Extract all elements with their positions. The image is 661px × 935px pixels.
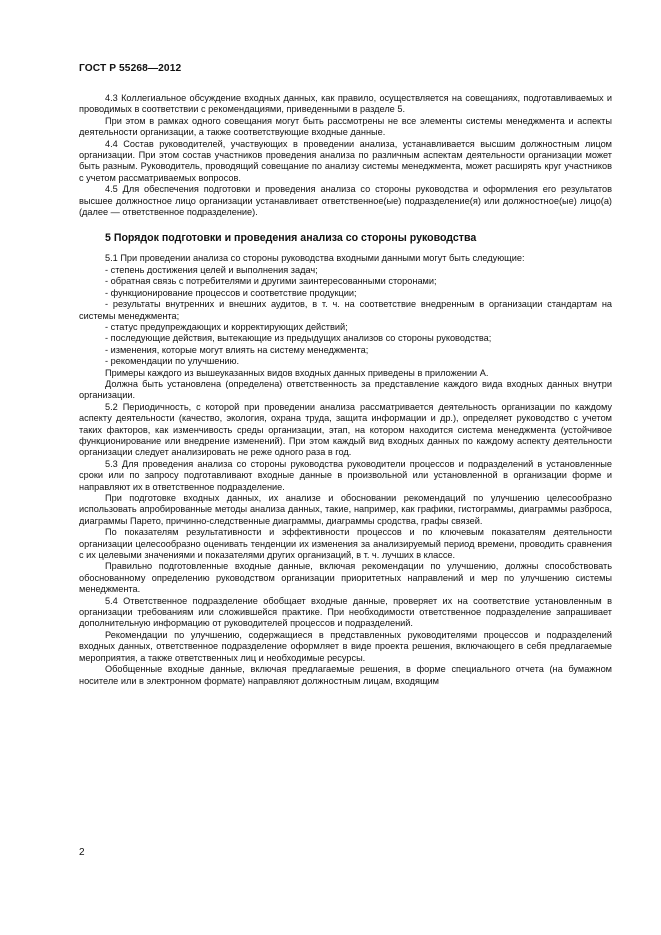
list-item: - изменения, которые могут влиять на систему менеджмента; <box>105 344 369 355</box>
paragraph-prepared-data: Правильно подготовленные входные данные, включая рекомендации по улучшению, должны способствовать обоснованному определению руководством организации приоритетных направлений и мер по улучшению системы менеджмента. <box>79 561 612 595</box>
paragraph-indicators: По показателям результативности и эффективности процессов и по ключевым показателям деятельности организации целесообразно оценивать тенденции их изменения за анализируемый период времени, проводить сравнения с их целевыми значениями и показателями других организаций, в т. ч. лучших в классе. <box>79 527 612 561</box>
section-5-title: 5 Порядок подготовки и проведения анализа со стороны руководства <box>105 232 477 245</box>
page-content <box>79 93 612 687</box>
paragraph-4-3-cont: При этом в рамках одного совещания могут быть рассмотрены не все элементы системы менеджмента и аспекты деятельности организации, а также соответствующие входные данные. <box>79 115 612 138</box>
paragraph-methods: При подготовке входных данных, их анализе и обосновании рекомендаций по улучшению целесообразно использовать апробированные методы анализа данных, такие, например, как графики, гистограммы, диаграммы разброса, диаграммы Парето, причинно-следственные диаграммы, диаграммы сродства, графы связей. <box>79 493 612 526</box>
paragraph-5-2: 5.2 Периодичность, с которой при проведении анализа рассматривается деятельность организации по каждому аспекту деятельности (качество, экология, охрана труда, защита информации и др.), определяет руководство с учетом таких факторов, как изменчивость среды организации, этап, на котором находится система менеджмента (устойчивое функционирование или внедрение изменений). При этом каждый вид входных данных по каждому аспекту деятельности организации следует анализировать не реже одного раза в год. <box>79 401 612 458</box>
paragraph-5-3: 5.3 Для проведения анализа со стороны руководства руководители процессов и подразделений в установленные сроки или по запросу подготавливают входные данные в произвольной или установленной в организации форме и направляют их в ответственное подразделение. <box>79 458 612 492</box>
list-item: - функционирование процессов и соответствие продукции; <box>105 287 357 298</box>
list-item: - результаты внутренних и внешних аудитов, в т. ч. на соответствие внедренным в организации стандартам на системы менеджмента; <box>79 299 612 321</box>
paragraph-examples: Примеры каждого из вышеуказанных видов входных данных приведены в приложении А. <box>105 367 489 378</box>
paragraph-4-4: 4.4 Состав руководителей, участвующих в проведении анализа, устанавливается высшим должностным лицом организации. При этом состав участников проведения анализа по различным аспектам деятельности организации может быть разным. Руководитель, проводящий совещание по анализу системы менеджмента, может расширять круг участников с учетом рассматриваемых вопросов. <box>79 138 612 183</box>
paragraph-report: Обобщенные входные данные, включая предлагаемые решения, в форме специального отчета (на бумажном носителе или в электронном формате) направляют должностным лицам, входящим <box>79 664 612 686</box>
paragraph-4-3: 4.3 Коллегиальное обсуждение входных данных, как правило, осуществляется на совещаниях, подготавливаемых и проводимых в соответствии с рекомендациями, приведенными в разделе 5. <box>79 93 612 115</box>
paragraph-5-1: 5.1 При проведении анализа со стороны руководства входными данными могут быть следующие: <box>105 253 525 264</box>
paragraph-responsibility: Должна быть установлена (определена) ответственность за представление каждого вида входных данных внутри организации. <box>79 378 612 401</box>
paragraph-5-4: 5.4 Ответственное подразделение обобщает входные данные, проверяет их на соответствие установленным в организации требованиям или сложившейся практике. При необходимости ответственное подразделение запрашивает дополнительную информацию от руководителей процессов и подразделений. <box>79 595 612 629</box>
document-header: ГОСТ Р 55268—2012 <box>79 63 182 74</box>
page-number: 2 <box>79 847 85 858</box>
paragraph-4-5: 4.5 Для обеспечения подготовки и проведения анализа со стороны руководства и оформления его результатов высшее должностное лицо организации устанавливает ответственное(ые) подразделение(я) или должностное(ые) лицо(а) (далее — ответственное подразделение). <box>79 184 612 218</box>
list-item: - последующие действия, вытекающие из предыдущих анализов со стороны руководства; <box>105 333 492 344</box>
list-item: - рекомендации по улучшению. <box>105 356 240 367</box>
list-item: - степень достижения целей и выполнения задач; <box>105 264 318 275</box>
list-item: - обратная связь с потребителями и другими заинтересованными сторонами; <box>105 276 437 287</box>
list-item: - статус предупреждающих и корректирующих действий; <box>105 321 348 332</box>
paragraph-recommendations: Рекомендации по улучшению, содержащиеся в представленных руководителями процессов и подразделений входных данных, ответственное подразделение оформляет в виде проекта решения, включающего в себя предлагаемые мероприятия, а также ответственных лиц и необходимые ресурсы. <box>79 629 612 663</box>
